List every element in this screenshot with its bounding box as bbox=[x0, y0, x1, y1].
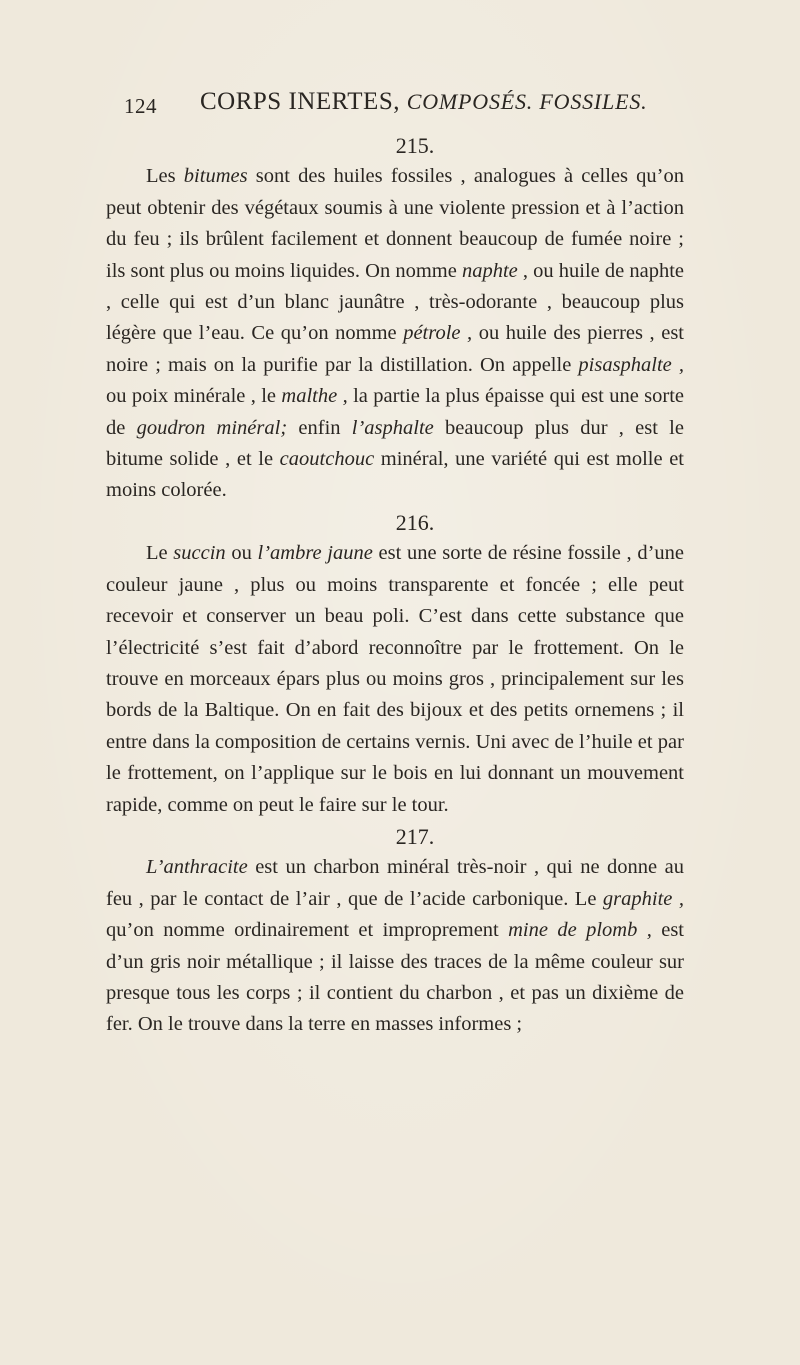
paragraph-215 bbox=[106, 161, 684, 506]
italic-term: succin bbox=[173, 542, 226, 565]
paragraph-216 bbox=[106, 538, 684, 821]
text-run: est un charbon minéral très-noir , qui ne donne au feu , par le contact de l’air , que de l’acide carbonique. Le bbox=[106, 856, 684, 910]
italic-term: naphte bbox=[461, 259, 518, 282]
text-run: , ou huile de naphte , celle qui est d’un blanc jaunâtre , très-odorante , beaucoup plus légère que l’eau. Ce qu’on nomme bbox=[106, 259, 685, 345]
text-run: ou huile des pierres , est noire ; mais on la purifie par la distillation. On appelle bbox=[106, 322, 685, 376]
running-title-roman: CORPS INERTES, bbox=[200, 88, 400, 115]
running-title bbox=[200, 88, 647, 116]
running-title-italic: COMPOSÉS. FOSSILES. bbox=[406, 89, 648, 114]
text-run: ou poix minérale , le bbox=[106, 385, 282, 408]
text-block bbox=[106, 130, 684, 1041]
italic-term: caoutchouc bbox=[279, 448, 375, 471]
italic-term: graphite , bbox=[602, 887, 685, 910]
text-run: beaucoup plus dur , est le bitume solide , et le bbox=[106, 416, 684, 471]
section-number-215: 215. bbox=[395, 133, 435, 158]
paragraph-217 bbox=[106, 852, 684, 1040]
italic-term: L’anthracite bbox=[146, 856, 248, 879]
running-header bbox=[124, 88, 664, 122]
italic-term: mine de plomb , bbox=[508, 919, 652, 942]
italic-term: bitumes bbox=[183, 165, 248, 188]
text-run: est une sorte de résine fossile , d’une couleur jaune , plus ou moins transparente et foncée ; elle peut recevoir et conserver un beau poli. C’est dans cette substance que l’électricité s’est fait d’abord reconnoître par le frottement. On le trouve en morceaux épars plus ou moins gros , principalement sur les bords de la Baltique. On en fait des bijoux et des petits ornemens ; il entre dans la composition de certains vernis. Uni avec de l’huile et par le frottement, on l’applique sur le bois en lui donnant un mouvement rapide, comme on peut le faire sur le tour. bbox=[106, 542, 685, 816]
italic-term: malthe , bbox=[281, 385, 348, 408]
italic-term: pétrole , bbox=[403, 322, 473, 345]
text-run: la partie la plus épaisse qui est une sorte de bbox=[106, 385, 685, 439]
text-run: minéral, une variété qui est molle et moins colorée. bbox=[106, 448, 684, 502]
text-run: est d’un gris noir métallique ; il laisse des traces de la même couleur sur presque tous les corps ; il contient du charbon , et pas un dixième de fer. On le trouve dans la terre en masses informes ; bbox=[106, 919, 684, 1036]
page-number: 124 bbox=[124, 94, 157, 118]
text-run: qu’on nomme ordinairement et improprement bbox=[106, 919, 509, 942]
text-run: enfin bbox=[287, 416, 352, 439]
text-run: Les bbox=[146, 165, 184, 188]
italic-term: goudron minéral; bbox=[136, 416, 288, 439]
text-run: ou bbox=[225, 542, 258, 565]
section-number-216: 216. bbox=[395, 509, 435, 535]
italic-term: pisasphalte , bbox=[578, 353, 684, 376]
section-number-217: 217. bbox=[395, 823, 435, 849]
text-run: Le bbox=[146, 542, 174, 565]
text-run: sont des huiles fossiles , analogues à celles qu’on peut obtenir des végétaux soumis à une violente pression et à l’action du feu ; ils brûlent facilement et donnent beaucoup de fumée noire ; ils sont plus ou moins liquides. On nomme bbox=[106, 165, 684, 282]
italic-term: l’asphalte bbox=[351, 416, 434, 439]
italic-term: l’ambre jaune bbox=[257, 542, 373, 565]
